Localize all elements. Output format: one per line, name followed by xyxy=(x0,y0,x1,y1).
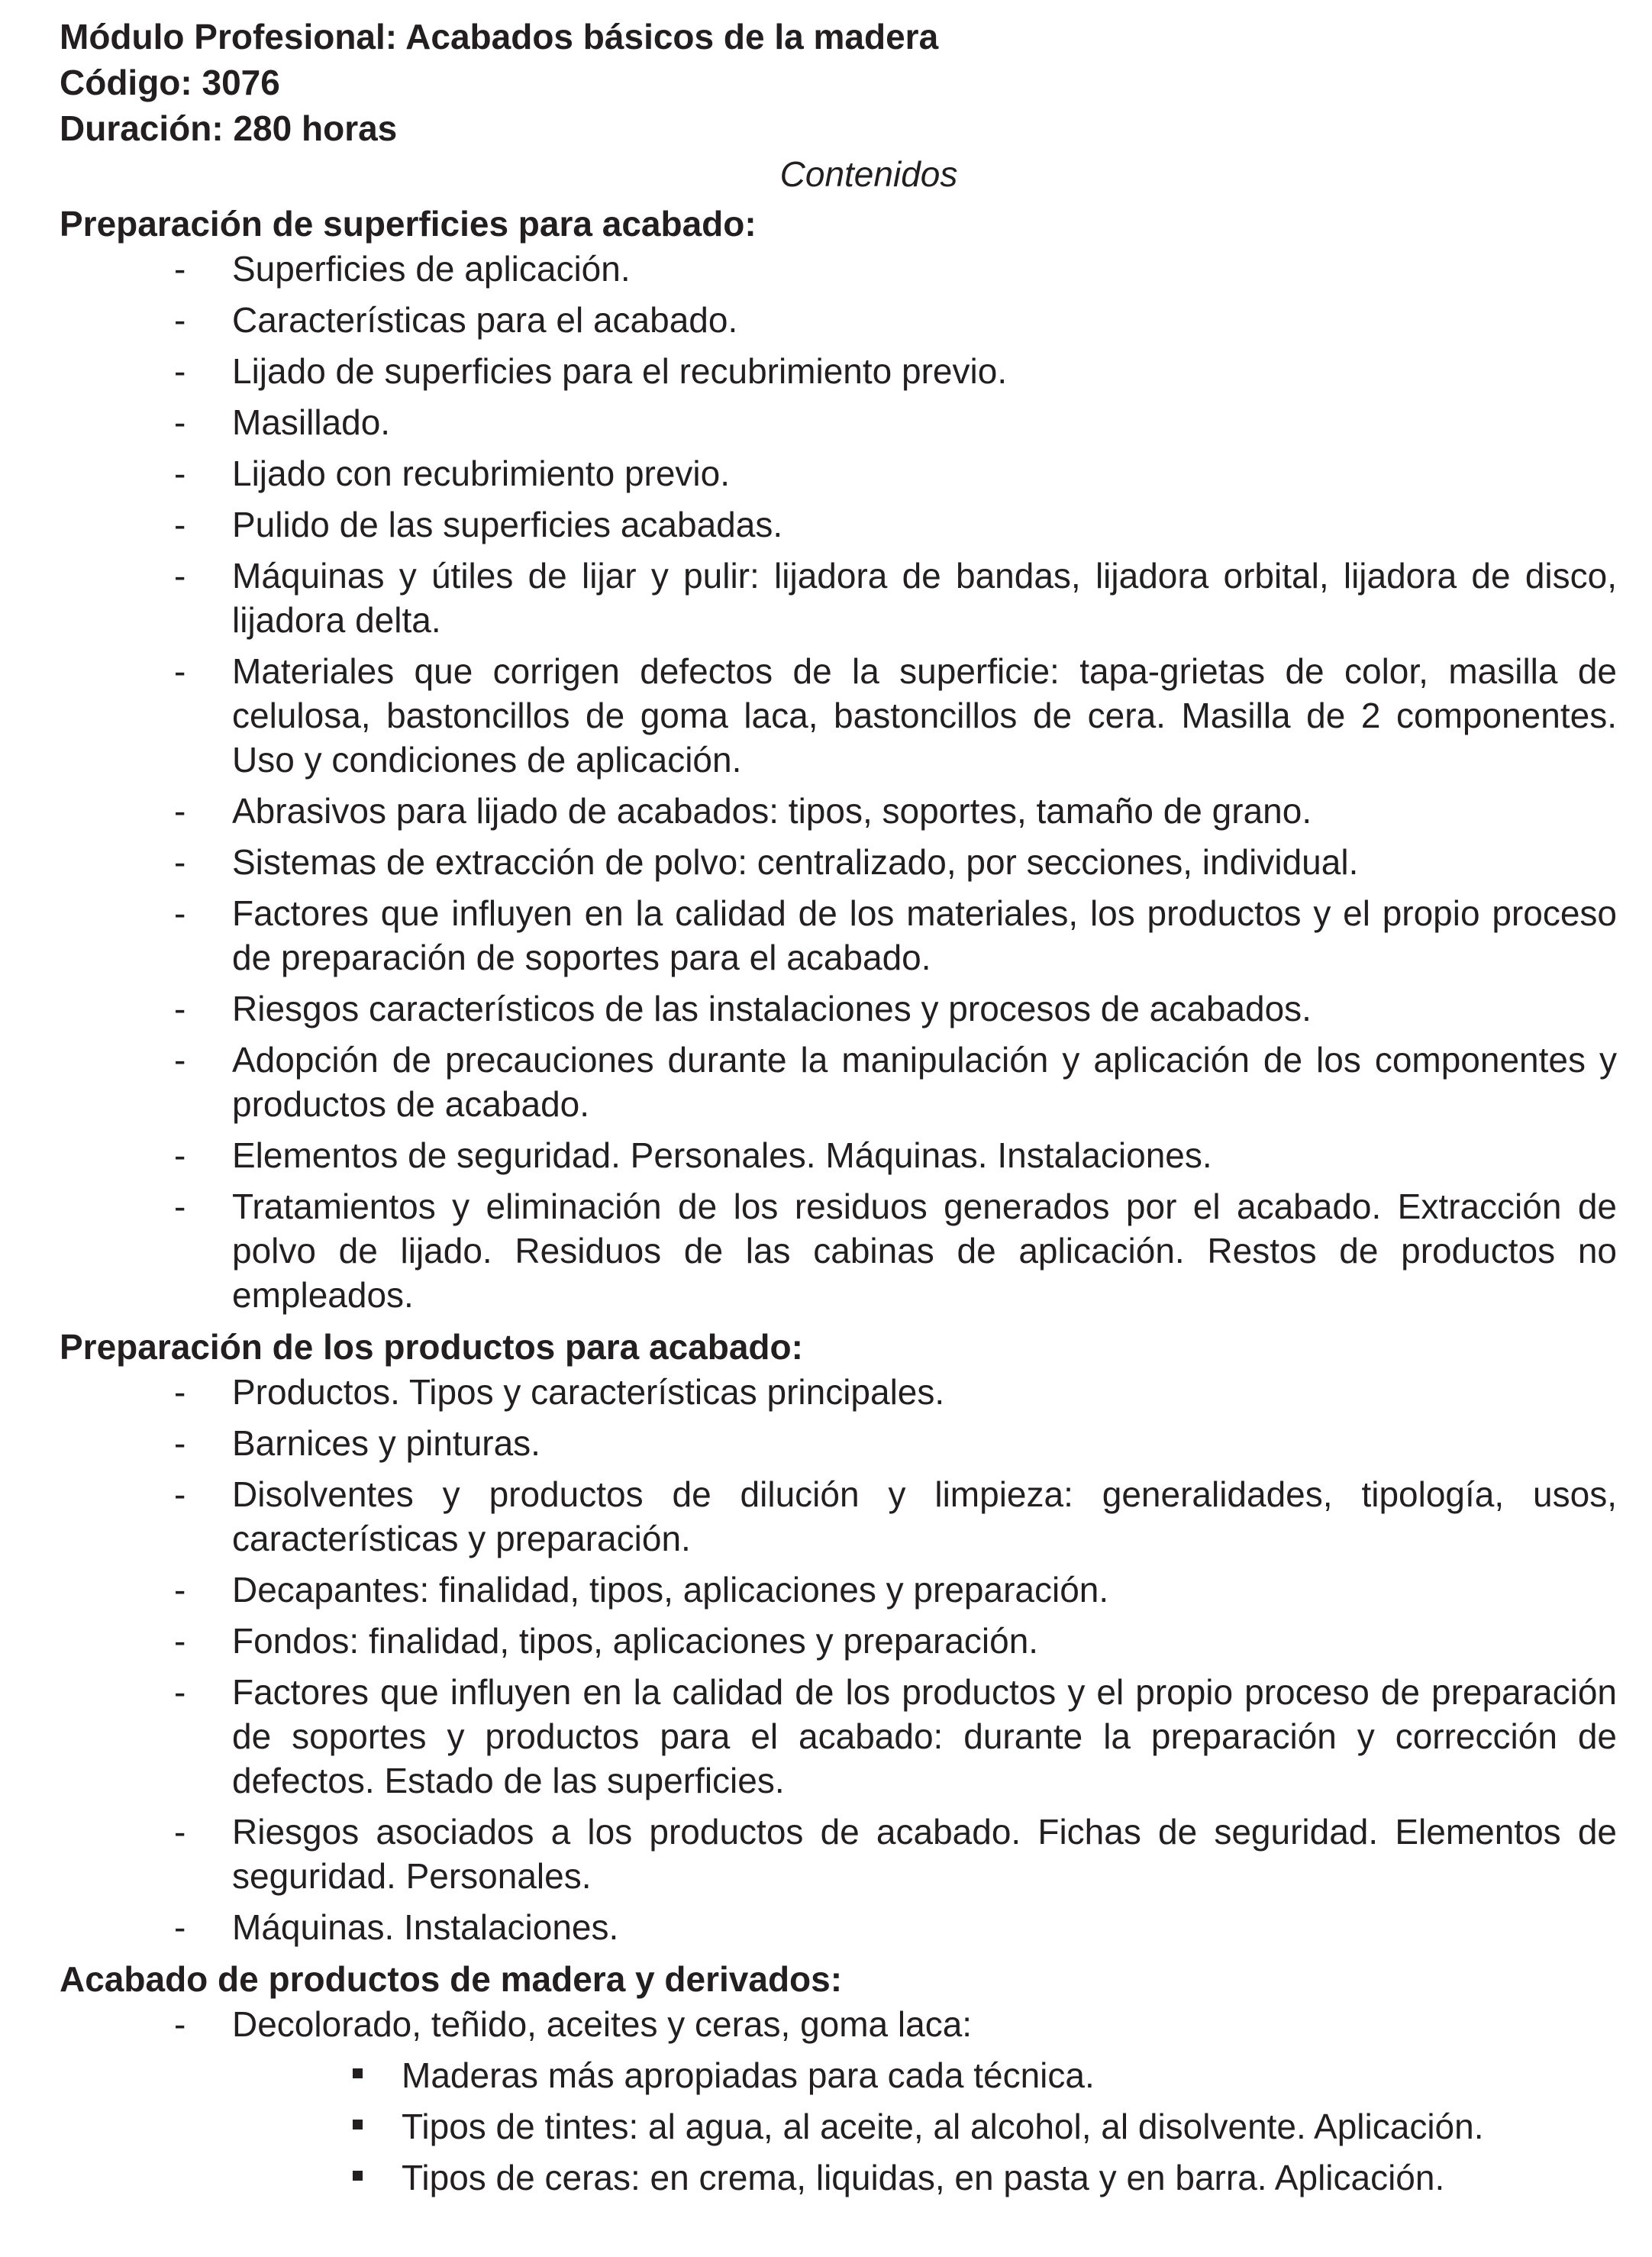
list-item-text: Abrasivos para lijado de acabados: tipos, soportes, tamaño de grano. xyxy=(232,791,1312,831)
sub-list-item xyxy=(60,2104,1617,2149)
dash-bullet-icon: - xyxy=(174,1672,186,1712)
list-item xyxy=(60,502,1617,547)
list-item xyxy=(60,1568,1617,1612)
list-item xyxy=(60,247,1617,291)
content-list xyxy=(60,2002,1617,2046)
list-item-text: Masillado. xyxy=(232,402,391,442)
dash-bullet-icon: - xyxy=(174,651,186,691)
list-item xyxy=(60,349,1617,393)
sub-list-item-text: Maderas más apropiadas para cada técnica. xyxy=(402,2055,1095,2095)
list-item-text: Lijado con recubrimiento previo. xyxy=(232,454,731,493)
sub-list xyxy=(60,2053,1617,2200)
content-list xyxy=(60,1370,1617,1949)
module-duration: Duración: 280 horas xyxy=(60,108,398,148)
list-item-text: Barnices y pinturas. xyxy=(232,1423,540,1463)
contents-heading: Contenidos xyxy=(779,154,958,194)
sub-list-item-text: Tipos de ceras: en crema, liquidas, en pasta y en barra. Aplicación. xyxy=(402,2158,1445,2197)
content-list xyxy=(60,247,1617,1317)
list-item xyxy=(60,789,1617,833)
square-bullet-icon xyxy=(353,2068,363,2078)
list-item xyxy=(60,1038,1617,1126)
list-item-text: Decapantes: finalidad, tipos, aplicaciones y preparación. xyxy=(232,1570,1109,1610)
section-title: Preparación de los productos para acabado: xyxy=(60,1327,803,1367)
list-item-text: Factores que influyen en la calidad de los materiales, los productos y el propio proceso de preparación de soportes para el acabado. xyxy=(232,893,1617,977)
dash-bullet-icon: - xyxy=(174,351,186,391)
list-item-text: Elementos de seguridad. Personales. Máquinas. Instalaciones. xyxy=(232,1135,1212,1175)
list-item xyxy=(60,1184,1617,1317)
list-item-text: Lijado de superficies para el recubrimiento previo. xyxy=(232,351,1008,391)
dash-bullet-icon: - xyxy=(174,1907,186,1947)
dash-bullet-icon: - xyxy=(174,1423,186,1463)
list-item xyxy=(60,1472,1617,1561)
list-item xyxy=(60,840,1617,884)
sub-list-item xyxy=(60,2053,1617,2097)
dash-bullet-icon: - xyxy=(174,1135,186,1175)
sub-list-item-text: Tipos de tintes: al agua, al aceite, al alcohol, al disolvente. Aplicación. xyxy=(402,2107,1484,2146)
document-page xyxy=(60,14,1617,2207)
list-item-text: Factores que influyen en la calidad de los productos y el propio proceso de preparación de soportes y productos para el acabado: durante la preparación y corrección de defectos. Estado de las superficies. xyxy=(232,1672,1617,1800)
square-bullet-icon xyxy=(353,2171,363,2181)
dash-bullet-icon: - xyxy=(174,249,186,289)
dash-bullet-icon: - xyxy=(174,1187,186,1226)
dash-bullet-icon: - xyxy=(174,791,186,831)
dash-bullet-icon: - xyxy=(174,1812,186,1852)
list-item-text: Fondos: finalidad, tipos, aplicaciones y preparación. xyxy=(232,1621,1039,1661)
dash-bullet-icon: - xyxy=(174,989,186,1028)
dash-bullet-icon: - xyxy=(174,1474,186,1514)
list-item xyxy=(60,298,1617,342)
module-title: Módulo Profesional: Acabados básicos de la madera xyxy=(60,17,939,57)
list-item-text: Productos. Tipos y características principales. xyxy=(232,1372,945,1412)
list-item-text: Pulido de las superficies acabadas. xyxy=(232,505,783,544)
section xyxy=(60,201,1617,1317)
list-item-text: Disolventes y productos de dilución y limpieza: generalidades, tipología, usos, características y preparación. xyxy=(232,1474,1617,1558)
dash-bullet-icon: - xyxy=(174,1621,186,1661)
section-title: Preparación de superficies para acabado: xyxy=(60,204,757,244)
dash-bullet-icon: - xyxy=(174,300,186,340)
list-item xyxy=(60,1810,1617,1898)
list-item xyxy=(60,986,1617,1031)
dash-bullet-icon: - xyxy=(174,893,186,933)
dash-bullet-icon: - xyxy=(174,1372,186,1412)
list-item-text: Materiales que corrigen defectos de la superficie: tapa-grietas de color, masilla de celulosa, bastoncillos de goma laca, bastoncillos de cera. Masilla de 2 componentes. Uso y condiciones de aplicación. xyxy=(232,651,1617,780)
list-item xyxy=(60,1905,1617,1949)
list-item-text: Tratamientos y eliminación de los residuos generados por el acabado. Extracción de polvo de lijado. Residuos de las cabinas de aplicación. Restos de productos no empleados. xyxy=(232,1187,1617,1315)
dash-bullet-icon: - xyxy=(174,402,186,442)
dash-bullet-icon: - xyxy=(174,556,186,596)
list-item xyxy=(60,1133,1617,1177)
list-item xyxy=(60,649,1617,782)
list-item-text: Decolorado, teñido, aceites y ceras, goma laca: xyxy=(232,2004,973,2044)
list-item xyxy=(60,1370,1617,1414)
list-item xyxy=(60,1619,1617,1663)
list-item-text: Sistemas de extracción de polvo: centralizado, por secciones, individual. xyxy=(232,842,1359,882)
module-code: Código: 3076 xyxy=(60,63,280,102)
dash-bullet-icon: - xyxy=(174,842,186,882)
square-bullet-icon xyxy=(353,2120,363,2129)
list-item xyxy=(60,891,1617,980)
contents-sections xyxy=(60,201,1617,2200)
list-item-text: Superficies de aplicación. xyxy=(232,249,631,289)
list-item-text: Adopción de precauciones durante la manipulación y aplicación de los componentes y productos de acabado. xyxy=(232,1040,1617,1124)
dash-bullet-icon: - xyxy=(174,1040,186,1080)
dash-bullet-icon: - xyxy=(174,505,186,544)
list-item xyxy=(60,400,1617,444)
list-item xyxy=(60,1421,1617,1465)
list-item xyxy=(60,554,1617,642)
list-item xyxy=(60,1670,1617,1803)
dash-bullet-icon: - xyxy=(174,454,186,493)
list-item-text: Características para el acabado. xyxy=(232,300,738,340)
dash-bullet-icon: - xyxy=(174,1570,186,1610)
list-item-text: Máquinas. Instalaciones. xyxy=(232,1907,619,1947)
dash-bullet-icon: - xyxy=(174,2004,186,2044)
list-item-text: Riesgos asociados a los productos de acabado. Fichas de seguridad. Elementos de seguridad. Personales. xyxy=(232,1812,1617,1896)
section-title: Acabado de productos de madera y derivados: xyxy=(60,1959,843,1999)
list-item xyxy=(60,451,1617,496)
section xyxy=(60,1956,1617,2200)
section xyxy=(60,1324,1617,1949)
list-item-text: Máquinas y útiles de lijar y pulir: lijadora de bandas, lijadora orbital, lijadora de disco, lijadora delta. xyxy=(232,556,1617,640)
sub-list-item xyxy=(60,2155,1617,2200)
list-item xyxy=(60,2002,1617,2046)
list-item-text: Riesgos característicos de las instalaciones y procesos de acabados. xyxy=(232,989,1312,1028)
